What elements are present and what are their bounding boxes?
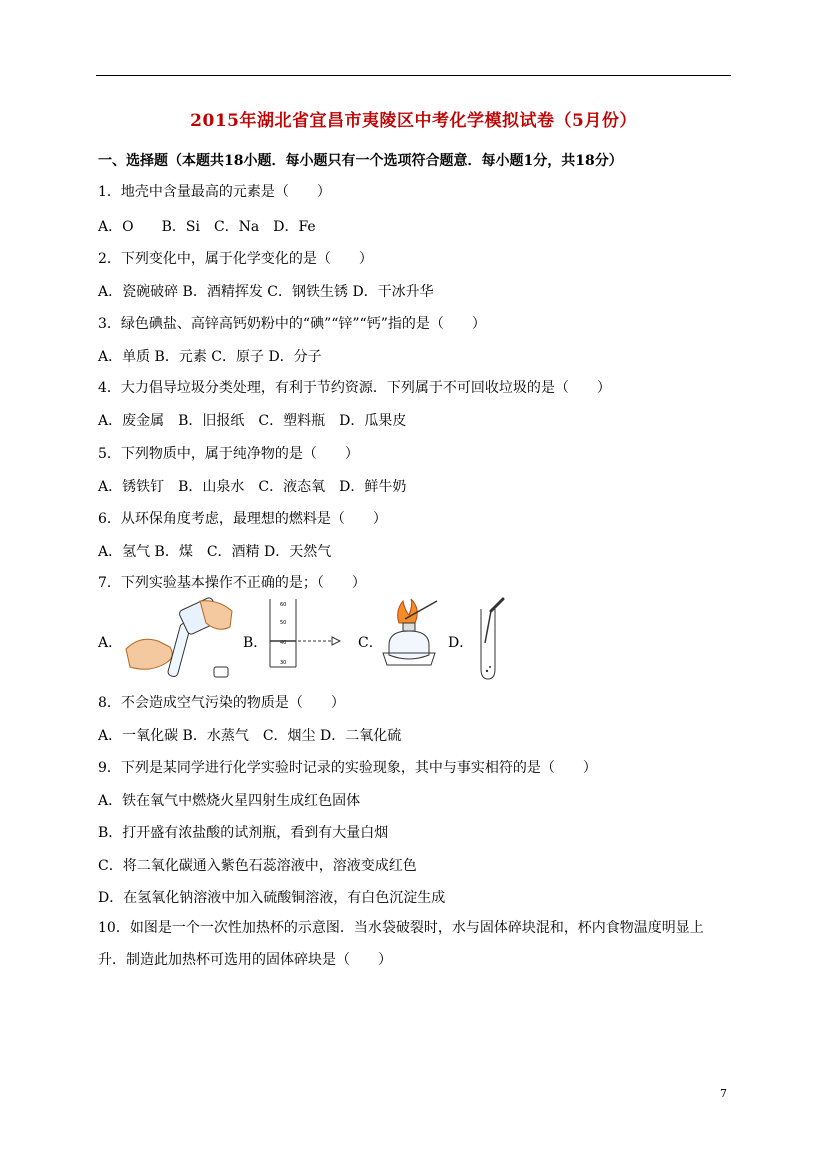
- page-title: 2015年湖北省宜昌市夷陵区中考化学模拟试卷（5月份）: [190, 111, 637, 131]
- scale-label: 60: [280, 602, 287, 608]
- option-b-label: B．: [243, 635, 268, 651]
- question-1-options: A．O B．Si C．Na D．Fe: [98, 219, 316, 235]
- question-6-options: A．氢气 B．煤 C．酒精 D．天然气: [98, 544, 332, 560]
- question-9-option-c: C．将二氧化碳通入紫色石蕊溶液中，溶液变成红色: [98, 858, 417, 874]
- question-4-options: A．废金属 B．旧报纸 C．塑料瓶 D．瓜果皮: [98, 413, 407, 429]
- scale-label: 50: [280, 620, 287, 626]
- page-number: 7: [720, 1087, 727, 1100]
- alcohol-lamp-figure: [381, 597, 439, 667]
- option-a-label: A．: [98, 635, 123, 651]
- question-9-option-b: B．打开盛有浓盐酸的试剂瓶，看到有大量白烟: [98, 825, 389, 841]
- question-9-option-d: D．在氢氧化钠溶液中加入硫酸铜溶液，有白色沉淀生成: [98, 890, 446, 906]
- option-d-label: D．: [448, 635, 474, 651]
- section-heading: 一、选择题（本题共18小题．每小题只有一个选项符合题意．每小题1分，共18分）: [98, 153, 623, 169]
- question-10: 10．如图是一个一次性加热杯的示意图．当水袋破裂时，水与固体碎块混和，杯内食物温度明显上升．制造此加热杯可选用的固体碎块是（ ）: [98, 920, 704, 968]
- question-6: 6．从环保角度考虑，最理想的燃料是（ ）: [98, 511, 387, 527]
- option-c-label: C．: [358, 635, 383, 651]
- question-5: 5．下列物质中，属于纯净物的是（ ）: [98, 446, 359, 462]
- question-8-options: A．一氧化碳 B．水蒸气 C．烟尘 D．二氧化硫: [98, 728, 402, 744]
- pouring-liquid-figure: [122, 597, 234, 683]
- dropper-test-tube-figure: [471, 597, 511, 681]
- question-1: 1．地壳中含量最高的元素是（ ）: [98, 184, 331, 200]
- header-rule: [96, 75, 731, 76]
- question-7: 7．下列实验基本操作不正确的是；（ ）: [98, 575, 366, 591]
- question-3-options: A．单质 B．元素 C．原子 D．分子: [98, 349, 322, 365]
- question-9-option-a: A．铁在氧气中燃烧火星四射生成红色固体: [98, 793, 361, 809]
- graduated-cylinder-figure: [266, 597, 348, 671]
- scale-label: 40: [280, 640, 287, 646]
- question-5-options: A．锈铁钉 B．山泉水 C．液态氧 D．鲜牛奶: [98, 479, 407, 495]
- question-2: 2．下列变化中，属于化学变化的是（ ）: [98, 251, 373, 267]
- question-3: 3．绿色碘盐、高锌高钙奶粉中的“碘”“锌”“钙”指的是（ ）: [98, 316, 486, 332]
- question-9: 9．下列是某同学进行化学实验时记录的实验现象，其中与事实相符的是（ ）: [98, 760, 597, 776]
- question-8: 8．不会造成空气污染的物质是（ ）: [98, 695, 345, 711]
- question-2-options: A．瓷碗破碎 B．酒精挥发 C．钢铁生锈 D．干冰升华: [98, 284, 434, 300]
- question-7-figures: [98, 597, 518, 683]
- question-4: 4．大力倡导垃圾分类处理，有利于节约资源．下列属于不可回收垃圾的是（ ）: [98, 380, 611, 396]
- scale-label: 30: [280, 660, 287, 666]
